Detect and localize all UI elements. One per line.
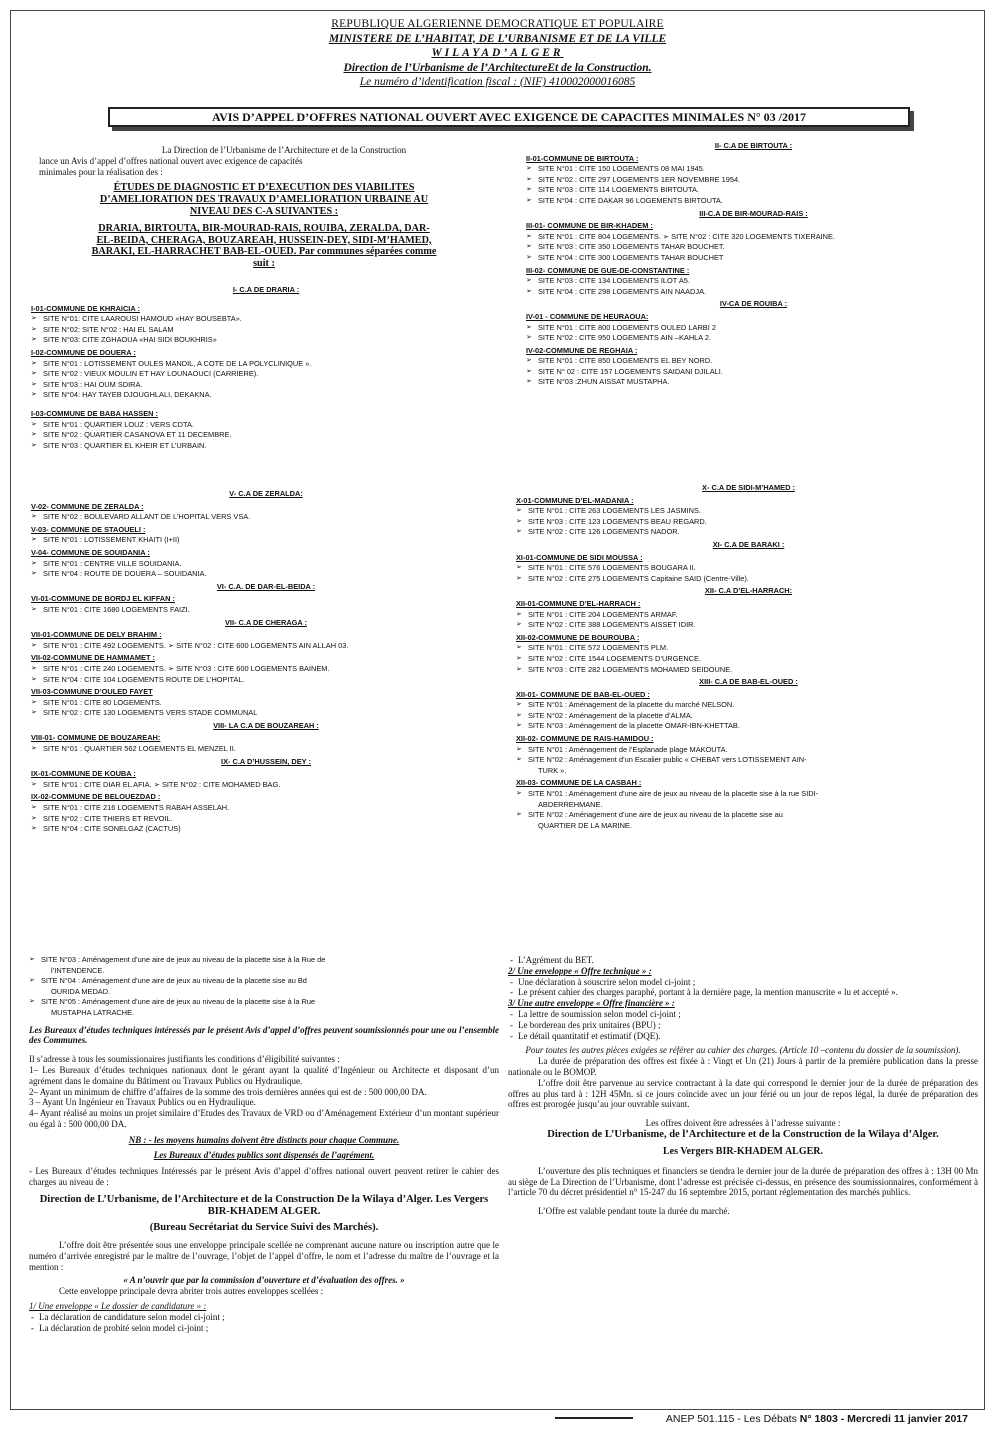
condition-3: 3 – Ayant Un Ingénieur en Travaux Publics ou en Hydraulique. (29, 1097, 256, 1108)
agrement-item: - L’Agrément du BET. (508, 955, 978, 966)
footer-issue: N° 1803 - Mercredi 11 janvier 2017 (799, 1413, 968, 1425)
enveloppe-2: 2/ Une enveloppe « Offre technique » : (508, 965, 652, 976)
site-item: ➢ SITE N°04 : ROUTE DE DOUERA – SOUIDANIA. (31, 569, 501, 580)
adressees-text: Les offres doivent être adressées à l’adresse suivante : (645, 1118, 841, 1129)
site-item-continued: MUSTAPHA LATRACHE. (51, 1007, 135, 1017)
commune-heading: II-01-COMMUNE DE BIRTOUTA : (526, 153, 639, 163)
site-item-continued: ABDERREHMANE. (538, 799, 603, 809)
site-item: ➢ SITE N°02 : CITE 130 LOGEMENTS VERS STADE COMMUNAL (31, 708, 501, 719)
site-item: ➢ SITE N°02 : CITE 1544 LOGEMENTS D’URGENCE. (516, 654, 981, 665)
notice-page (10, 10, 985, 1410)
site-item: ➢ SITE N°01 : CENTRE VILLE SOUIDANIA. (31, 559, 501, 570)
spacer (31, 296, 501, 302)
commune-heading: IX-01-COMMUNE DE KOUBA : (31, 769, 136, 779)
ca-heading: IV-CA DE ROUIBA : (719, 299, 788, 309)
left-column-middle (31, 487, 501, 835)
commune-heading: V-03- COMMUNE DE STAOUELI : (31, 524, 146, 534)
dispense-note: Les Bureaux d’études publics sont dispensés de l’agrément. (153, 1149, 375, 1160)
intro-line-1: La Direction de l’Urbanisme de l’Architecture et de la Construction (161, 145, 407, 155)
commune-heading: XII-02- COMMUNE DE RAIS-HAMIDOU : (516, 734, 654, 744)
env1-item-a: - La déclaration de candidature selon model ci-joint ; (29, 1312, 499, 1323)
site-item: ➢ SITE N°01: CITE LAAROUSI HAMOUD «HAY BOUSEBTA». (31, 314, 501, 325)
site-item: ➢ SITE N°04 : Aménagement d’une aire de jeux au niveau de la placette sise au Bd (29, 976, 499, 987)
commune-heading: III-01- COMMUNE DE BIR-KHADEM : (526, 221, 653, 231)
env3-item-c: - Le détail quantitatif et estimatif (DQE). (508, 1031, 978, 1042)
site-item: ➢ SITE N°02 : CITE THIERS ET REVOIL. (31, 814, 501, 825)
commune-heading: VIII-01- COMMUNE DE BOUZAREAH: (31, 733, 161, 743)
commune-heading: I-03-COMMUNE DE BABA HASSEN : (31, 408, 159, 418)
site-item: ➢ SITE N°02 : CITE 275 LOGEMENTS Capitaine SAID (Centre-Ville). (516, 574, 981, 585)
site-item: ➢ SITE N°02 : Aménagement d’un Escalier public « CHEBAT vers LOTISSEMENT AIN- (516, 755, 981, 766)
duree-text: La durée de préparation des offres est fixée à : Vingt et Un (21) Jours à partir de la première publication dans la presse nationale ou le BOMOP. (508, 1056, 978, 1077)
site-item: ➢ SITE N°01 : QUARTIER LOUZ : VERS CDTA. (31, 420, 501, 431)
spacer (31, 401, 501, 407)
site-item: ➢ SITE N°03 : CITE 282 LOGEMENTS MOHAMED SEIDOUNE. (516, 665, 981, 676)
commune-heading: XII-02-COMMUNE DE BOUROUBA : (516, 632, 640, 642)
site-item: ➢ SITE N°02 : QUARTIER CASANOVA ET 11 DECEMBRE. (31, 430, 501, 441)
site-item: ➢ SITE N°01 : CITE 572 LOGEMENTS PLM. (516, 643, 981, 654)
site-item: ➢ SITE N°02 : CITE 388 LOGEMENTS AISSET IDIR. (516, 620, 981, 631)
intro-line-2: lance un Avis d’appel d’offres national ouvert avec exigence de capacités (39, 155, 303, 166)
site-item: ➢ SITE N°01 : CITE 204 LOGEMENTS ARMAF. (516, 610, 981, 621)
site-item: ➢ SITE N°02 : Aménagement de la placette d’ALMA. (516, 711, 981, 722)
ca-heading: V- C.A DE ZERALDA: (229, 489, 303, 498)
commune-heading: IX-02-COMMUNE DE BELOUEZDAD : (31, 792, 161, 802)
commune-heading: IV-02-COMMUNE DE REGHAIA : (526, 345, 638, 355)
site-item: ➢ SITE N°01 : CITE 216 LOGEMENTS RABAH ASSELAH. (31, 803, 501, 814)
valable-text: L’Offre est valable pendant toute la durée du marché. (538, 1206, 730, 1217)
communes-line-4: suit : (253, 257, 275, 269)
ca-heading: VIII- LA C.A DE BOUZAREAH : (213, 720, 319, 730)
site-item-continued: TURK ». (538, 765, 567, 775)
site-item: ➢ SITE N°01 : CITE DIAR EL AFIA. ➢ SITE N°02 : CITE MOHAMED BAG. (31, 780, 501, 791)
intro-block (39, 145, 489, 270)
footer (0, 1413, 968, 1425)
site-item: ➢ SITE N°04 : CITE SONELGAZ (CACTUS) (31, 824, 501, 835)
commune-heading: VII-02-COMMUNE DE HAMMAMET : (31, 653, 155, 663)
commune-heading: X-01-COMMUNE D’EL-MADANIA : (516, 495, 634, 505)
nb-note: NB : - les moyens humains doivent être distincts pour chaque Commune. (128, 1134, 400, 1145)
site-item: ➢ SITE N°02 : CITE 297 LOGEMENTS 1ER NOVEMBRE 1954. (526, 175, 981, 186)
site-item: ➢ SITE N°02 : CITE 950 LOGEMENTS AIN –KAHLA 2. (526, 333, 981, 344)
header-ministere: MINISTERE DE L’HABITAT, DE L’URBANISME ET DE LA VILLE (328, 32, 667, 45)
bureau-secretariat: (Bureau Secrétariat du Service Suivi des Marchés). (149, 1221, 379, 1233)
site-item: ➢ SITE N°03 :ZHUN AISSAT MUSTAPHA. (526, 377, 981, 388)
commune-heading: III-02- COMMUNE DE GUE-DE-CONSTANTINE : (526, 265, 690, 275)
site-item: ➢ SITE N°01 : CITE 240 LOGEMENTS. ➢ SITE N°03 : CITE 600 LOGEMENTS BAINEM. (31, 664, 501, 675)
site-item: ➢ SITE N°03 : Aménagement de la placette OMAR-IBN-KHETTAB. (516, 721, 981, 732)
site-item: ➢ SITE N°01 : Aménagement de la placette du marché NELSON. (516, 700, 981, 711)
site-item: ➢ SITE N°03 : HAI OUM SDIRA. (31, 380, 501, 391)
offre-text: L’offre doit être présentée sous une enveloppe principale scellée ne comprenant aucune nature ou inscription autre que le numéro d’arrivée enregistré par le maître de l’ouvrage, l’objet de l’appel d’offre, le nom et l’adresse du maître de l’ouvrage et la mention : (29, 1239, 499, 1272)
commune-heading: VI-01-COMMUNE DE BORDJ EL KIFFAN : (31, 594, 175, 604)
site-item: ➢ SITE N°04 : CITE DAKAR 96 LOGEMENTS BIRTOUTA. (526, 196, 981, 207)
parvenue-text: L’offre doit être parvenue au service contractant à la date qui correspond le dernier jour de la durée de préparation des offres au plus tard à : 12H 45Mn. si ce jours coïncide avec un jour férié ou un jour de repos légal, la durée de préparation des offres est prorogée jusqu’au jour ouvrable suivant. (508, 1077, 978, 1110)
header-nif: Le numéro d’identification fiscal : (NIF) 410002000016085 (359, 76, 636, 88)
site-item: ➢ SITE N°04 : CITE 104 LOGEMENTS ROUTE DE L’HOPITAL. (31, 675, 501, 686)
commune-heading: XII-01-COMMUNE D’EL-HARRACH : (516, 598, 641, 608)
ouvrir-mention: « A n’ouvrir que par la commission d’ouverture et d’évaluation des offres. » (123, 1275, 405, 1286)
site-item: ➢ SITE N°01 : Aménagement d’une aire de jeux au niveau de la placette sise à la rue SIDI- (516, 789, 981, 800)
study-line-3: NIVEAU DES C-A SUIVANTES : (189, 205, 339, 217)
site-item: ➢ SITE N°01 : CITE 150 LOGEMENTS 08 MAI 1945. (526, 164, 981, 175)
site-item: ➢ SITE N°01 : CITE 1680 LOGEMENTS FAIZI. (31, 605, 501, 616)
commune-heading: I-02-COMMUNE DE DOUERA : (31, 347, 136, 357)
commune-heading: VII-01-COMMUNE DE DELY BRAHIM : (31, 630, 162, 640)
left-column-bottom (29, 955, 499, 1333)
site-item: ➢ SITE N°01 : QUARTIER 562 LOGEMENTS EL MENZEL II. (31, 744, 501, 755)
communes-line-2: EL-BEIDA, CHERAGA, BOUZAREAH, HUSSEIN-DEY, SIDI-M’HAMED, (96, 234, 432, 246)
communes-line-3: BARAKI, EL-HARRACHET BAB-EL-OUED. Par communes séparées comme (91, 246, 437, 258)
right-column-top (526, 139, 981, 388)
site-item: ➢ SITE N°01 : LOTISSEMENT KHAITI (I+II) (31, 535, 501, 546)
site-item: ➢ SITE N°01 : CITE 263 LOGEMENTS LES JASMINS. (516, 506, 981, 517)
ca-heading: I- C.A DE DRARIA : (232, 285, 300, 294)
condition-1: 1– Les Bureaux d’études techniques nationaux dont le gérant ayant la qualité d’Ingénieur ou Architecte et disposant d’un agrément dans le domaine du Bâtiment ou Travaux Publics ou Hydraulique. (29, 1064, 499, 1086)
site-item: ➢ SITE N°02 : BOULEVARD ALLANT DE L’HOPITAL VERS VSA. (31, 512, 501, 523)
site-item: ➢ SITE N°03 : CITE 350 LOGEMENTS TAHAR BOUCHET. (526, 242, 981, 253)
ca-heading: III-C.A DE BIR-MOURAD-RAIS : (699, 208, 808, 218)
site-item-continued: OURIDA MEDAD. (51, 986, 111, 996)
site-item: ➢ SITE N°01 : LOTISSEMENT OULES MANDIL, A COTE DE LA POLYCLINIQUE ». (31, 359, 501, 370)
header-wilaya: WILAYAD’ALGER (431, 47, 564, 59)
sadresse-text: Il s’adresse à tous les soumissionaires justifiants les conditions d’éligibilité suivantes : (29, 1054, 340, 1065)
ca-heading: XIII- C.A DE BAB-EL-OUED : (699, 677, 798, 687)
site-item: ➢ SITE N°03 : CITE 123 LOGEMENTS BEAU REGARD. (516, 517, 981, 528)
site-item: ➢ SITE N°01 : CITE 804 LOGEMENTS. ➢ SITE N°02 : CITE 320 LOGEMENTS TIXERAINE. (526, 232, 981, 243)
ouverture-text: L’ouverture des plis techniques et financiers se tiendra le dernier jour de la durée de préparation des offres à : 13H 00 Mn au siège de La Direction de l’Urbanisme, dont l’adresse est précisée ci-dessus, en présence des soumissionnaires, conformément à l’article 70 du décret présidentiel n° 15-247 du 16 septembre 2015, portant réglementation des marchés publics. (508, 1165, 978, 1198)
study-line-2: D’AMELIORATION DES TRAVAUX D’AMELIORATION URBAINE AU (99, 193, 429, 205)
site-item: ➢ SITE N°03: CITE ZGHAOUA «HAI SIDI BOUKHRIS» (31, 335, 501, 346)
commune-heading: XI-01-COMMUNE DE SIDI MOUSSA : (516, 552, 643, 562)
site-item: ➢ SITE N°02: SITE N°02 : HAI EL SALAM (31, 325, 501, 336)
left-column-top (31, 283, 501, 451)
commune-heading: V-04- COMMUNE DE SOUIDANIA : (31, 547, 150, 557)
enveloppe-principale: Cette enveloppe principale devra abriter trois autres enveloppes scellées : (59, 1286, 324, 1297)
commune-heading: XII-03- COMMUNE DE LA CASBAH : (516, 778, 642, 788)
ca-heading: XII- C.A D’EL-HARRACH: (704, 586, 793, 596)
site-item-continued: QUARTIER DE LA MARINE. (538, 820, 632, 830)
notice-title: AVIS D’APPEL D’OFFRES NATIONAL OUVERT AVEC EXIGENCE DE CAPACITES MINIMALES N° 03 /2017 (108, 107, 910, 127)
intro-line-3: minimales pour la réalisation des : (39, 166, 163, 177)
site-item: ➢ SITE N°04: HAY TAYEB DJOUGHLALI, DEKAKNA. (31, 390, 501, 401)
site-item: ➢ SITE N°03 : QUARTIER EL KHEIR ET L’URBAIN. (31, 441, 501, 452)
header-republique: REPUBLIQUE ALGERIENNE DEMOCRATIQUE ET POPULAIRE (331, 18, 664, 30)
site-item: ➢ SITE N°01 : CITE 80 LOGEMENTS. (31, 698, 501, 709)
site-item: ➢ SITE N°04 : CITE 298 LOGEMENTS AIN NAADJA. (526, 287, 981, 298)
env3-item-b: - Le bordereau des prix unitaires (BPU) ; (508, 1020, 978, 1031)
site-item: ➢ SITE N°03 : Aménagement d’une aire de jeux au niveau de la placette sise à la Rue de (29, 955, 499, 966)
commune-heading: V-02- COMMUNE DE ZERALDA : (31, 501, 144, 511)
communes-line-1: DRARIA, BIRTOUTA, BIR-MOURAD-RAIS, ROUIBA, ZERALDA, DAR- (98, 223, 430, 235)
site-item: ➢ SITE N° 02 : CITE 157 LOGEMENTS SAIDANI DJILALI. (526, 367, 981, 378)
pieces-note: Pour toutes les autres pièces exigées se référer au cahier des charges. (Article 10 –contenu du dossier de la soumission). (525, 1045, 961, 1056)
header-direction: Direction de l’Urbanisme de l’ArchitectureEt de la Construction. (343, 61, 652, 74)
site-item-continued: l’INTENDENCE. (51, 965, 105, 975)
ca-heading: XI- C.A DE BARAKI : (712, 539, 785, 549)
env2-item-a: - Une déclaration à souscrire selon model ci-joint ; (508, 977, 978, 988)
direction-address-2: Direction de L’Urbanisme, de l’Architecture et de la Construction de la Wilaya d’Alger. (547, 1128, 939, 1140)
enveloppe-3: 3/ Une autre enveloppe « Offre financière » : (508, 998, 675, 1009)
site-item: ➢ SITE N°01 : CITE 850 LOGEMENTS EL BEY NORD. (526, 356, 981, 367)
site-item: ➢ SITE N°01 : CITE 576 LOGEMENTS BOUGARA II. (516, 563, 981, 574)
site-item: ➢ SITE N°01 : Aménagement de l’Esplanade plage MAKOUTA. (516, 745, 981, 756)
retirer-text: - Les Bureaux d’études techniques Intéressés par le présent Avis d’appel d’offres national ouvert peuvent retirer le cahier des charges au niveau de : (29, 1166, 499, 1188)
header (11, 17, 984, 90)
bottom-sites (29, 955, 499, 1019)
site-item: ➢ SITE N°02 : CITE 126 LOGEMENTS NADOR. (516, 527, 981, 538)
site-item: ➢ SITE N°01 : CITE 492 LOGEMENTS. ➢ SITE N°02 : CITE 600 LOGEMENTS AIN ALLAH 03. (31, 641, 501, 652)
direction-address: Direction de L’Urbanisme, de l’Architecture et de la Construction De la Wilaya d’Alger. Les Vergers BIR-KHADEM ALGER. (39, 1193, 489, 1217)
site-item: ➢ SITE N°05 : Aménagement d’une aire de jeux au niveau de la placette sise à la Rue (29, 997, 499, 1008)
env2-item-b: - Le présent cahier des charges paraphé, portant à la dernière page, la mention manuscrite « lu et accepté ». (508, 987, 978, 998)
site-item: ➢ SITE N°01 : CITE 800 LOGEMENTS OULED LARBI 2 (526, 323, 981, 334)
right-column-middle (516, 481, 981, 831)
commune-heading: IV-01 - COMMUNE DE HEURAOUA: (526, 311, 649, 321)
footer-anep: ANEP 501.115 - Les Débats (665, 1413, 800, 1425)
study-line-1: ÉTUDES DE DIAGNOSTIC ET D’EXECUTION DES VIABILITES (113, 182, 415, 194)
ca-heading: VI- C.A. DE DAR-EL-BEIDA : (216, 581, 316, 591)
env1-item-b: - La déclaration de probité selon model ci-joint ; (29, 1323, 499, 1334)
site-item: ➢ SITE N°03 : CITE 114 LOGEMENTS BIRTOUTA. (526, 185, 981, 196)
site-item: ➢ SITE N°02 : VIEUX MOULIN ET HAY LOUNAOUCI (CARRIERE). (31, 369, 501, 380)
ca-heading: II- C.A DE BIRTOUTA : (714, 141, 793, 150)
enveloppe-1: 1/ Une enveloppe « Le dossier de candidature » : (29, 1300, 207, 1311)
vergers-address: Les Vergers BIR-KHADEM ALGER. (663, 1145, 823, 1157)
commune-heading: VII-03-COMMUNE D’OULED FAYET (31, 687, 153, 697)
site-item: ➢ SITE N°02 : Aménagement d’une aire de jeux au niveau de la placette sise au (516, 810, 981, 821)
condition-2: 2– Ayant un minimum de chiffre d’affaires de la somme des trois dernières années qui est de : 500 000,00 DA. (29, 1086, 427, 1097)
commune-heading: I-01-COMMUNE DE KHRAICIA : (31, 303, 140, 313)
ca-heading: IX- C.A D’HUSSEIN, DEY : (221, 756, 311, 766)
site-item: ➢ SITE N°04 : CITE 300 LOGEMENTS TAHAR BOUCHET (526, 253, 981, 264)
ca-heading: X- C.A DE SIDI-M’HAMED : (702, 483, 795, 492)
env3-item-a: - La lettre de soumission selon model ci-joint ; (508, 1009, 978, 1020)
ca-heading: VII- C.A DE CHERAGA : (225, 617, 307, 627)
condition-4: 4– Ayant réalisé au moins un projet similaire d’Etudes des Travaux de VRD ou d’Aménagement Extérieur d’un montant supérieur ou égal à : 500 000,00 DA. (29, 1108, 499, 1129)
site-item: ➢ SITE N°03 : CITE 134 LOGEMENTS ILOT A5. (526, 276, 981, 287)
commune-heading: XII-01- COMMUNE DE BAB-EL-OUED : (516, 689, 650, 699)
right-column-bottom (508, 955, 978, 1217)
bureaux-interesses: Les Bureaux d’études techniques intéressés par le présent Avis d’appel d’offres peuvent soumissionnés pour une ou l’ensemble des Communes. (29, 1024, 499, 1046)
